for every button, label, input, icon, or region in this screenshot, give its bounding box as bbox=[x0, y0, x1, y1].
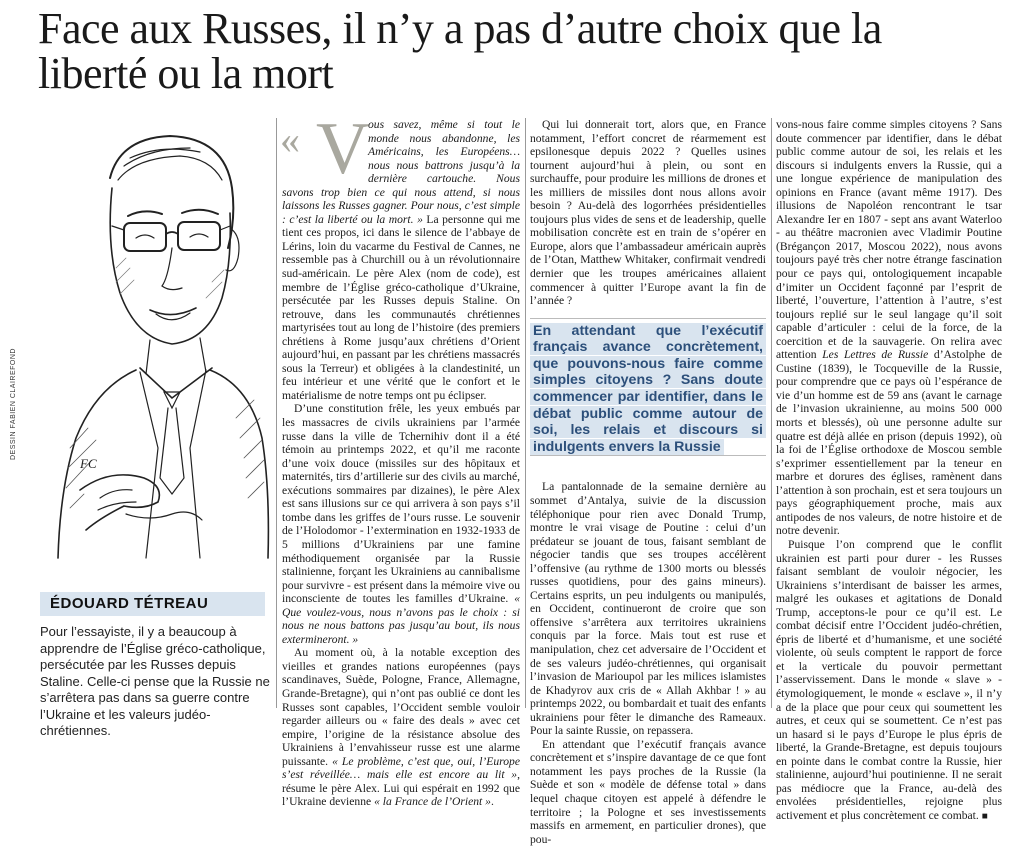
column-divider bbox=[276, 118, 277, 708]
author-bio: Pour l’essayiste, il y a beaucoup à apprendre de l’Église gréco-catholique, persécutée par les Russes depuis Staline. Celle-ci pense que la Russie ne s’arrêtera pas dans sa guerre contre l’Ukraine et les valeurs judéo-chrétiennes. bbox=[40, 624, 270, 738]
body-text: . bbox=[490, 795, 494, 809]
body-quote-italic: « Que voulez-vous, nous n’avons pas le choix : si nous ne nous battons pas jusqu’au bout, ils nous extermineront. » bbox=[282, 592, 520, 646]
author-name: ÉDOUARD TÉTREAU bbox=[50, 595, 209, 612]
body-paragraph: Qui lui donnerait tort, alors que, en France notamment, l’effort concret de réarmement est epsilonesque depuis 2022 ? Quelles usines tournent aujourd’hui à plein, ou sont en surchauffe, pour produire les millions de drones et les milliers de missiles dont nous allons avoir besoin ? Au-delà des logorrhées présidentielles toujours plus vides de sens et de leadership, quelle mobilisation concrète est en train de s’opérer en Europe, alors que l’ambassadeur américain auprès de l’Otan, Matthew Whitaker, confirmait vendredi dernier que les troupes américaines allaient commencer à quitter l’Europe avant la fin de l’année ? bbox=[530, 118, 766, 308]
body-text: D’une constitution frêle, les yeux embués par les massacres de civils ukrainiens par l’armée russe dans la ville de Tchernihiv dont il a été témoin au printemps 2022, et qu’il me raconte d’une voix douce (missiles sur des hôpitaux et maternités, tirs d’artillerie sur des civils au marché, exécutions sommaires par dizaines), le père Alex est sans illusions sur ce qui arrivera à son pays s’il tombe dans les griffes de l’ours russe. Le souvenir de l’Holodomor - l’extermination en 1932-1933 de 5 millions d’Ukrainiens par une famine méthodiquement organisée par la Russie stalinienne, forçant les Ukrainiens au cannibalisme pour survivre - est présent dans la mémoire vive ou inconsciente de toutes les familles d’Ukraine. bbox=[282, 402, 520, 606]
body-paragraph bbox=[776, 118, 1002, 538]
body-paragraph bbox=[282, 646, 520, 809]
body-quote-italic: « la France de l’Orient » bbox=[374, 795, 491, 809]
body-text: vons-nous faire comme simples citoyens ? Sans doute commencer par identifier, dans le débat public comme autour de soi, les relais et les discours si indulgents envers la Russie, qui a une longue expérience de manipulation des opinions en France (avant même 1917). Des illusions de Napoléon rencontrant le tsar Alexandre Ier en 1807 - sept ans avant Waterloo - au théâtre macronien avec Vladimir Poutine (Brégançon 2017, Moscou 2022), nous avons toujours payé très cher notre étrange fascination pour ce pays qui, ontologiquement incapable d’imiter un Occident façonné par l’esprit de liberté, l’ouverture, l’attention à l’autre, s’est toujours replié sur le seul langage qu’il soit capable d’articuler : celui de la force, de la coercition et de la sauvagerie. On relira avec attention bbox=[776, 118, 1002, 362]
artist-initials: FC bbox=[80, 456, 97, 471]
article-title: Face aux Russes, il n’y a pas d’autre choix que la liberté ou la mort bbox=[38, 4, 882, 98]
drop-cap: V bbox=[316, 108, 370, 190]
author-portrait-sketch bbox=[40, 118, 270, 580]
book-title-italic: Les Lettres de Russie bbox=[822, 348, 929, 362]
body-paragraph bbox=[282, 402, 520, 646]
lead-text: La personne qui me tient ces propos, ici dans le silence de l’abbaye de Lérins, loin du vacarme du Festival de Cannes, ne ressemble pas à Churchill ou à un révolutionnaire sud-américain. Le père Alex (nom de code), est membre de l’Église gréco-catholique d’Ukraine, persécutée par les Russes depuis Staline. On retrouve, dans les communautés chrétiennes martyrisées tout au long de l’histoire (des premiers chrétiens à Rome jusqu’aux chrétiens d’Orient aujourd’hui, en passant par les chrétiens massacrés sous la Terreur) et obligées à la clandestinité, un feu intérieur et une vérité que le confort et le matérialisme de notre temps ont pu éclipser. bbox=[282, 212, 521, 402]
lead-quote-italic: ous savez, même si tout le monde nous abandonne, les Américains, les Européens… nous nous battrons jusqu’à la dernière cartouche. Nous savons trop bien ce qui nous attend, si nous laissons les Russes gagner. Pour nous, c’est simple : c’est la liberté ou la mort. » bbox=[282, 118, 520, 226]
body-text: , résume le père Alex. Lui qui espérait en 1992 que l’Ukraine devienne bbox=[282, 768, 520, 809]
body-paragraph: En attendant que l’exécutif français avance concrètement et s’inspire davantage de ce que font notamment les pays proches de la Russie (la Suède et son « modèle de défense total » dans lequel chaque citoyen est appelé à défendre le territoire ; la Pologne et ses investissements massifs en armement, en particulier drones), que pou- bbox=[530, 737, 766, 846]
illustration-credit: DESSIN FABIEN CLAIREFOND bbox=[10, 348, 17, 460]
column-divider bbox=[771, 118, 772, 708]
pullquote-text: En attendant que l’exécutif français avance concrètement, que pouvons-nous faire comme simples citoyens ? Sans doute commencer par identifier, dans le débat public comme autour de soi, les relais et discours si indulgents envers la Russie bbox=[530, 323, 766, 455]
body-paragraph: La pantalonnade de la semaine dernière au sommet d’Antalya, suivie de la discussion téléphonique pour rien avec Donald Trump, montre le vrai visage de Poutine : celui d’un prédateur se jouant de tous, faisant semblant de négocier tandis que ses troupes accélèrent l’offensive (au rythme de 1300 morts ou blessés russes quotidiens, pour des gains mineurs). Certains esprits, un peu indulgents ou manipulés, en Occident, continueront de croire que son offensive s’arrêtera aux territoires ukrainiens conquis par la force. Mais tout est ruse et manipulation, chez cet adversaire de l’Occident et de ses valeurs judéo-chrétiennes, qui organisait l’invasion de Marioupol par les milices islamistes de Khadyrov aux cris de « Allah Akhbar ! » au printemps 2022, ou bombardait et tuait des enfants ukrainiens pour fêter le dimanche des Rameaux. Pour la sainte Russie, on repassera. bbox=[530, 480, 766, 738]
article-column-2 bbox=[530, 118, 766, 846]
body-quote-italic: « Le problème, c’est que, oui, l’Europe s’est réveillée… mais elle est encore au lit » bbox=[282, 754, 520, 782]
body-paragraph bbox=[776, 538, 1002, 823]
opening-quote-mark: « bbox=[280, 117, 300, 162]
pullquote bbox=[530, 318, 766, 457]
body-text: Puisque l’on comprend que le conflit ukrainien est parti pour durer - les Russes faisant semblant de vouloir négocier, les Ukrainiens s’interdisant de baisser les armes, malgré les oukases et agitations de Donald Trump, acceptons-le pour ce qu’il est. Le combat décisif entre l’Occident judéo-chrétien, épris de liberté et d’humanisme, et une société violente, où seuls comptent le rapport de force et la verticale du pouvoir permettant l’asservissement. Dans le monde « slave » - étymologiquement, le monde « esclave », il n’y a de la place que pour ceux qui soumettent les autres, et ceux qui se soumettent. Ce n’est pas un hasard si le pays d’Europe le plus épris de liberté, la Grande-Bretagne, est depuis toujours en pointe dans le combat contre la Russie, hier stalinienne, aujourd’hui poutinienne. Il ne serait pas médiocre que la France, au-delà des envolées présidentielles, rejoigne plus activement et plus concrètement ce combat. bbox=[776, 537, 1002, 822]
end-of-article-mark: ■ bbox=[981, 810, 988, 822]
article-column-1 bbox=[280, 108, 521, 809]
lead-paragraph-wrapper bbox=[280, 108, 521, 402]
pullquote-box bbox=[530, 312, 766, 473]
column-divider bbox=[525, 118, 526, 708]
body-text: d’Astolphe de Custine (1839), le Tocqueville de la Russie, pour comprendre que ce pays où l’espérance de vie d’un homme est de 59 ans (avant le carnage de l’invasion ukrainienne, au moins 500 000 morts et blessés), où une personne adulte sur quatre est déjà allée en prison (depuis 1992), où la foi de l’Église orthodoxe de Moscou semble s’exprimer essentiellement par la teneur en marbre et dorures des églises, ramènent dans l’attention à son prochain, est et sera toujours un pays géographiquement proche, mais aux antipodes de nos valeurs, de notre histoire et de notre devenir. bbox=[776, 348, 1003, 538]
body-text: Au moment où, à la notable exception des vieilles et grandes nations européennes (pays scandinaves, Suède, Pologne, France, Allemagne, Grande-Bretagne), qui n’ont pas oublié ce dont les Russes sont capables, l’Occident semble vouloir regarder ailleurs ou « faire des deals » avec cet empire, l’origine de la résistance absolue des Ukrainiens à l’envahisseur russe est une alarme puissante. bbox=[282, 646, 520, 768]
